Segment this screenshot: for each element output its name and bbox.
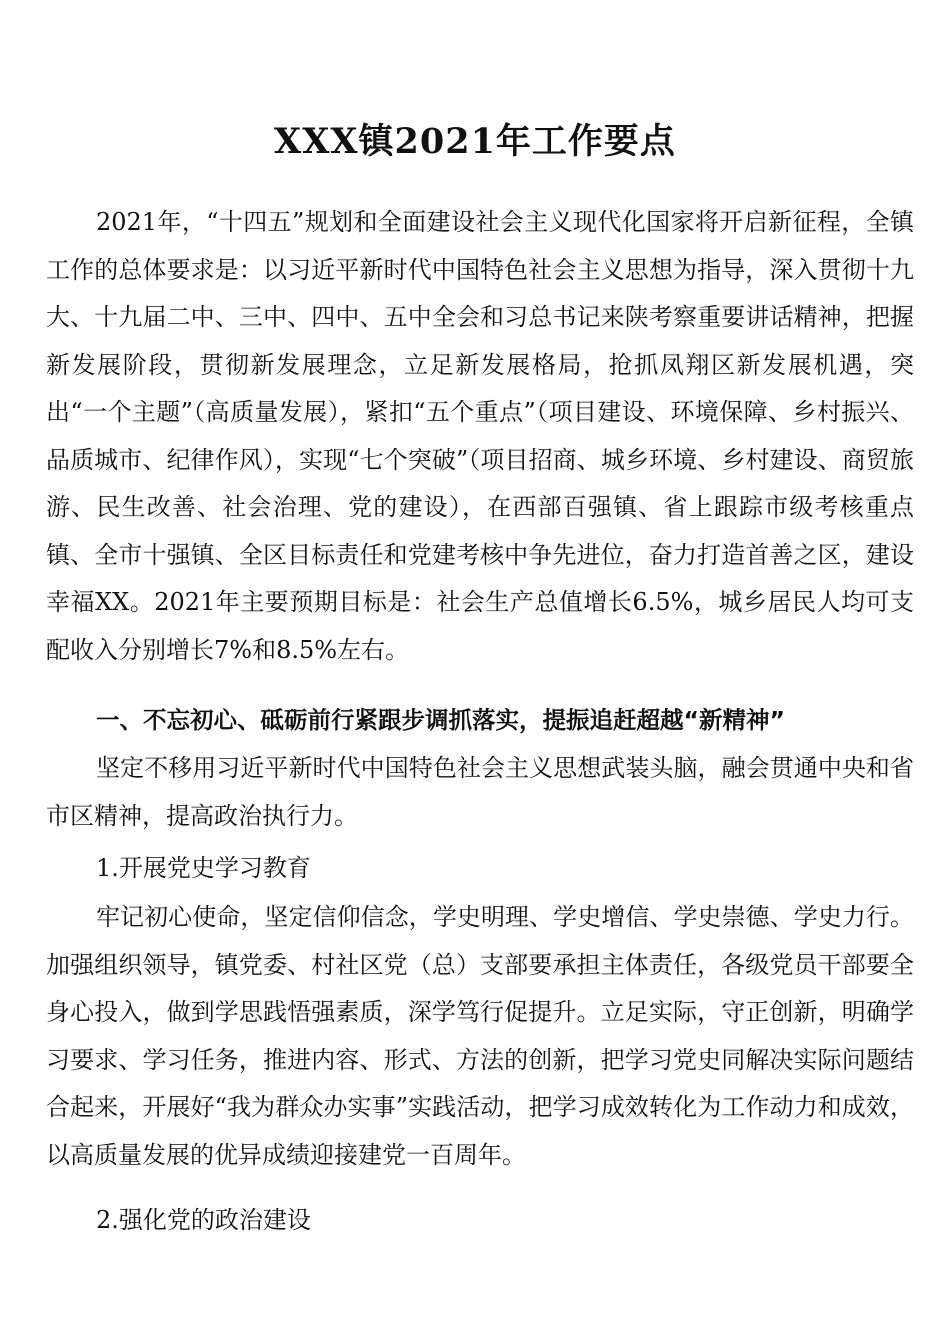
subsection-1-body-paragraph: 牢记初心使命，坚定信仰信念，学史明理、学史增信、学史崇德、学史力行。加强组织领导，镇党委、村社区党（总）支部要承担主体责任，各级党员干部要全身心投入，做到学思践悟强素质，深学笃行促提升。立足实际，守正创新，明确学习要求、学习任务，推进内容、形式、方法的创新，把学习党史同解决实际问题结合起来，开展好“我为群众办实事”实践活动，把学习成效转化为工作动力和成效，以高质量发展的优异成绩迎接建党一百周年。 [46, 903, 914, 1169]
section-1-heading: 一、不忘初心、砥砺前行紧跟步调抓落实，提振追赶超越“新精神” [96, 706, 785, 734]
subsection-1-title: 1.开展党史学习教育 [96, 854, 311, 882]
intro-paragraph: 2021年，“十四五”规划和全面建设社会主义现代化国家将开启新征程，全镇工作的总体要求是：以习近平新时代中国特色社会主义思想为指导，深入贯彻十九大、十九届二中、三中、四中、五中全会和习总书记来陕考察重要讲话精神，把握新发展阶段，贯彻新发展理念，立足新发展格局，抢抓凤翔区新发展机遇，突出“一个主题”（高质量发展），紧扣“五个重点”（项目建设、环境保障、乡村振兴、品质城市、纪律作风），实现“七个突破”（项目招商、城乡环境、乡村建设、商贸旅游、民生改善、社会治理、党的建设），在西部百强镇、省上跟踪市级考核重点镇、全市十强镇、全区目标责任和党建考核中争先进位，奋力打造首善之区，建设幸福XX。2021年主要预期目标是：社会生产总值增长6.5%，城乡居民人均可支配收入分别增长7%和8.5%左右。 [46, 208, 914, 664]
subsection-2-title: 2.强化党的政治建设 [96, 1206, 311, 1234]
document-title: XXX镇2021年工作要点 [274, 121, 676, 162]
section-1-intro-paragraph: 坚定不移用习近平新时代中国特色社会主义思想武装头脑，融会贯通中央和省市区精神，提高政治执行力。 [46, 754, 914, 830]
